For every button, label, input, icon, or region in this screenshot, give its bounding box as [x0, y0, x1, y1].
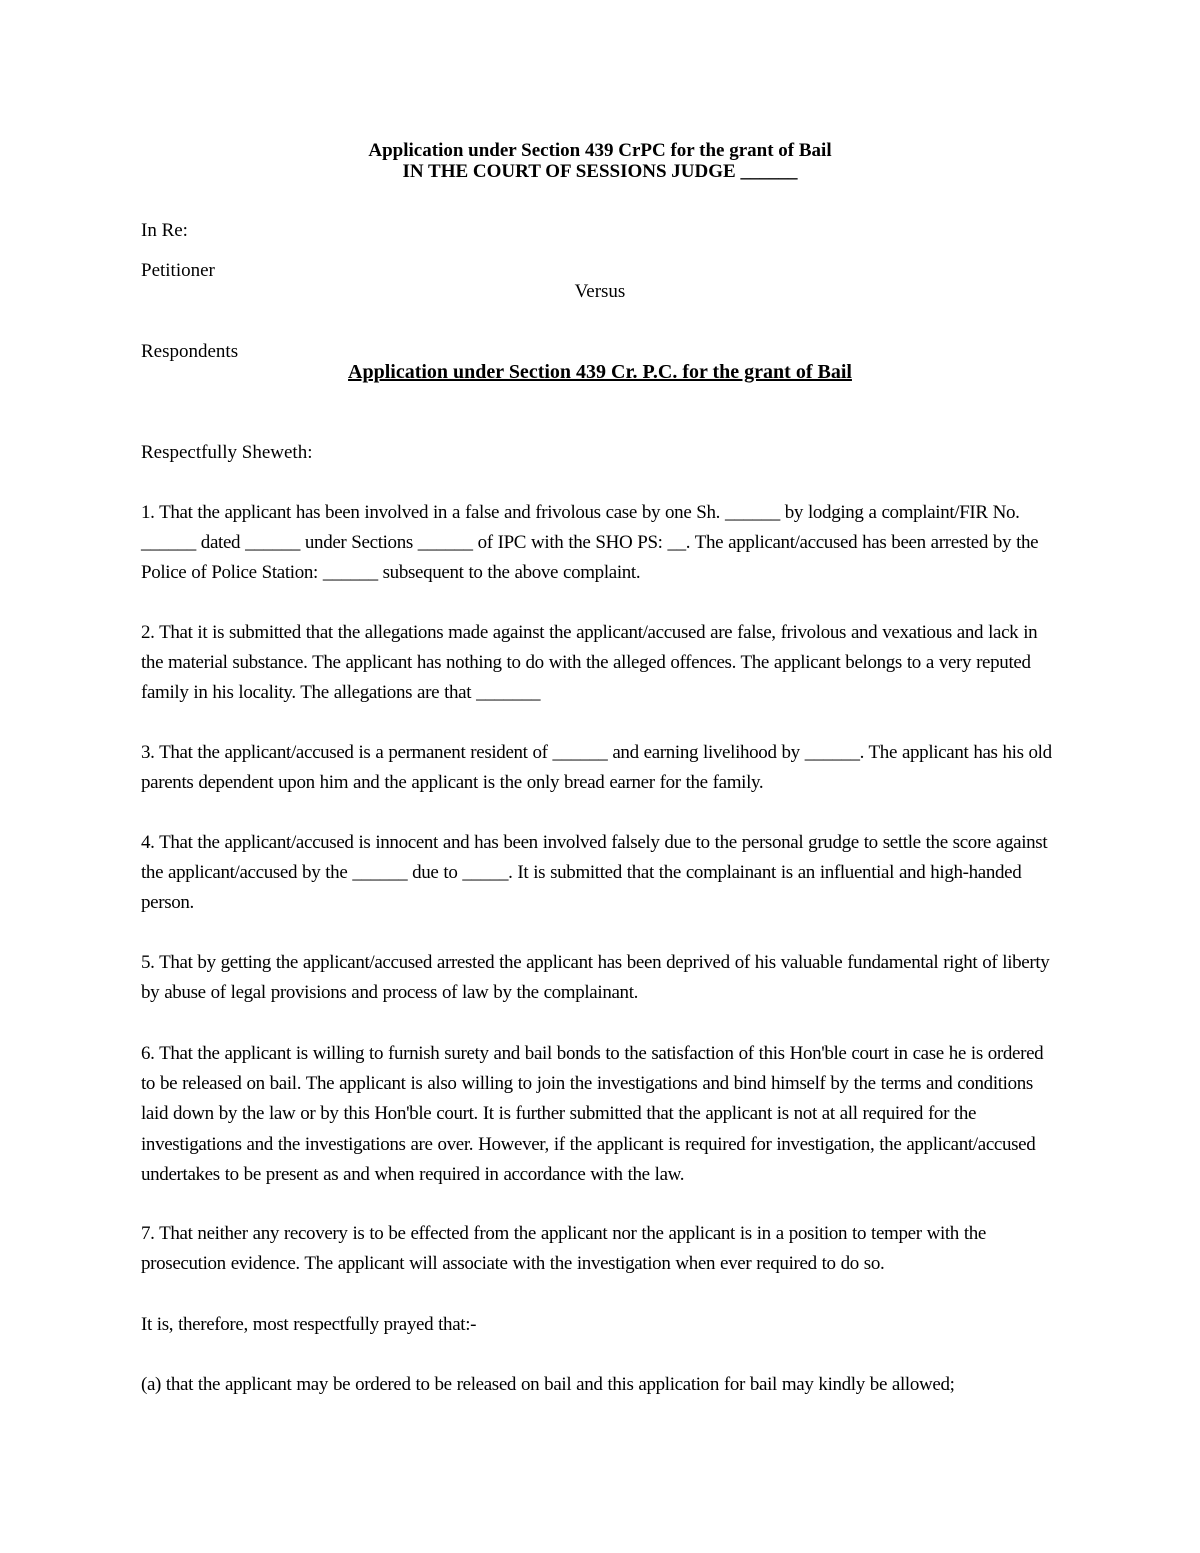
paragraph-7: 7. That neither any recovery is to be effected from the applicant nor the applicant is in a position to temper with the prosecution evidence. The applicant will associate with the investigation when ever required to do so. — [141, 1223, 987, 1275]
versus-label: Versus — [574, 281, 626, 302]
document-header — [0, 140, 1200, 182]
paragraph-5: 5. That by getting the applicant/accused arrested the applicant has been deprived of his valuable fundamental right of liberty by abuse of legal provisions and process of law by the complainant. — [141, 952, 1050, 1004]
paragraph-3: 3. That the applicant/accused is a permanent resident of ______ and earning livelihood by ______. The applicant has his old parents dependent upon him and the applicant is the only bread earner for the family. — [141, 742, 1052, 794]
petitioner-label: Petitioner — [141, 260, 215, 281]
prayer-item-a: (a) that the applicant may be ordered to be released on bail and this application for bail may kindly be allowed; — [141, 1374, 955, 1395]
prayer-intro: It is, therefore, most respectfully prayed that:- — [141, 1314, 477, 1335]
in-re-label: In Re: — [141, 220, 188, 241]
court-name: IN THE COURT OF SESSIONS JUDGE ______ — [402, 161, 798, 182]
paragraph-4: 4. That the applicant/accused is innocent and has been involved falsely due to the personal grudge to settle the score against the applicant/accused by the ______ due to _____. It is submitted that the complainant is an influential and high-handed person. — [141, 832, 1048, 914]
document-title: Application under Section 439 CrPC for the grant of Bail — [368, 140, 832, 161]
salutation: Respectfully Sheweth: — [141, 442, 313, 463]
paragraph-6: 6. That the applicant is willing to furnish surety and bail bonds to the satisfaction of this Hon'ble court in case he is ordered to be released on bail. The applicant is also willing to join the investigations and bind himself by the terms and conditions laid down by the law or by this Hon'ble court. It is further submitted that the applicant is not at all required for the investigations and the investigations are over. However, if the applicant is required for investigation, the applicant/accused undertakes to be present as and when required in accordance with the law. — [141, 1043, 1044, 1185]
respondents-label: Respondents — [141, 341, 239, 362]
paragraph-1: 1. That the applicant has been involved in a false and frivolous case by one Sh. ______ by lodging a complaint/FIR No. ______ dated ______ under Sections ______ of IPC with the SHO PS: __. The applicant/accused has been arrested by the Police of Police Station: ______ subsequent to the above complaint. — [141, 502, 1039, 584]
paragraph-2: 2. That it is submitted that the allegations made against the applicant/accused are false, frivolous and vexatious and lack in the material substance. The applicant has nothing to do with the alleged offences. The applicant belongs to a very reputed family in his locality. The allegations are that _______ — [141, 622, 1038, 704]
application-subtitle: Application under Section 439 Cr. P.C. for the grant of Bail — [348, 361, 852, 383]
